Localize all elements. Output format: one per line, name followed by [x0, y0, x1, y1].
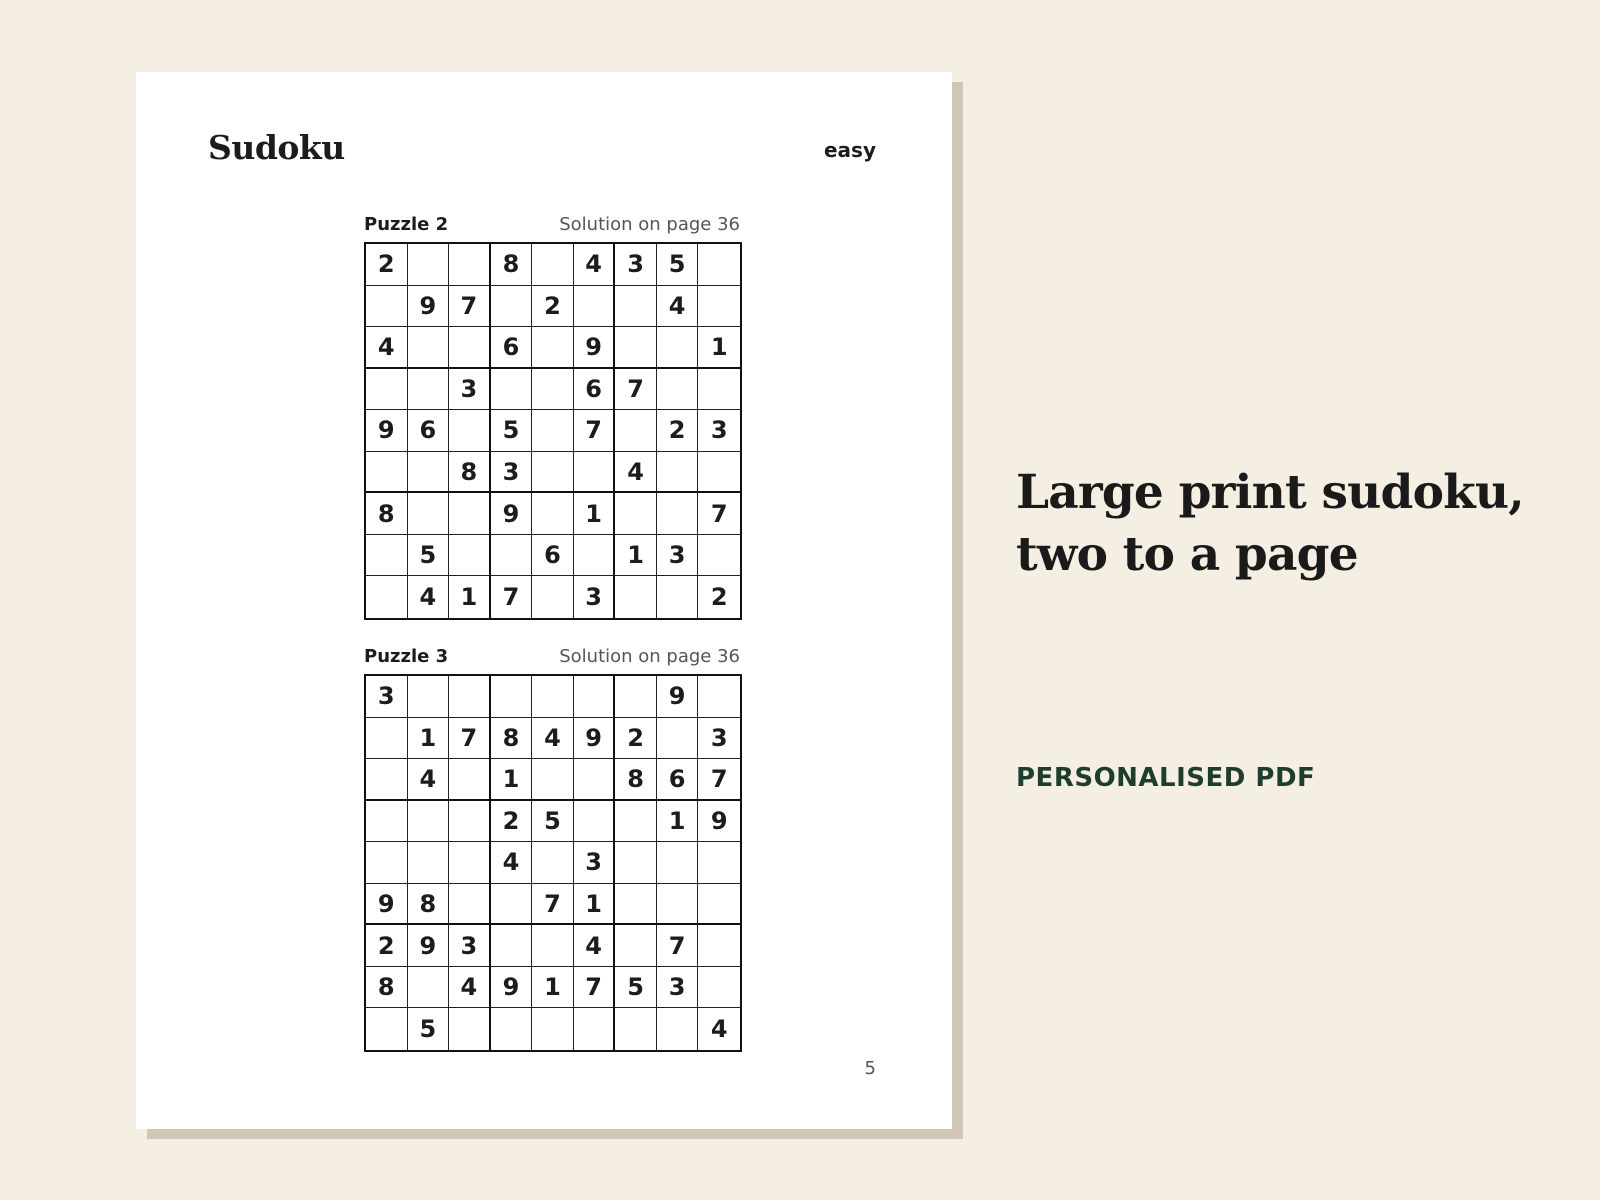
grid-cell: [408, 452, 450, 494]
puzzle-header: [364, 214, 740, 240]
grid-cell: [574, 286, 616, 328]
promo-tagline: PERSONALISED PDF: [1016, 763, 1316, 793]
grid-cell: [657, 718, 699, 760]
grid-cell: 5: [615, 967, 657, 1009]
grid-cell: [532, 925, 574, 967]
grid-cell: [408, 801, 450, 843]
grid-cell: [615, 327, 657, 369]
grid-cell: 2: [366, 925, 408, 967]
grid-cell: 4: [449, 967, 491, 1009]
grid-cell: [532, 576, 574, 618]
grid-cell: 6: [491, 327, 533, 369]
grid-cell: [532, 369, 574, 411]
grid-cell: 2: [657, 410, 699, 452]
grid-cell: 5: [408, 1008, 450, 1050]
grid-cell: [491, 925, 533, 967]
grid-cell: 9: [574, 327, 616, 369]
grid-cell: 4: [532, 718, 574, 760]
grid-cell: 2: [710, 583, 728, 612]
grid-cell: 7: [574, 410, 616, 452]
grid-cell: 5: [657, 244, 699, 286]
grid-cell: 3: [698, 718, 740, 760]
grid-cell: [408, 676, 450, 718]
grid-cell: 5: [532, 801, 574, 843]
grid-cell: 3: [449, 925, 491, 967]
grid-cell: [366, 286, 408, 328]
difficulty-label: easy: [823, 138, 876, 162]
grid-cell: 8: [408, 884, 450, 926]
grid-cell: [615, 676, 657, 718]
solution-note: Solution on page 36: [559, 214, 740, 235]
grid-cell: [449, 759, 491, 801]
page-number: 5: [864, 1058, 876, 1079]
grid-cell: [532, 759, 574, 801]
grid-cell: [615, 493, 657, 535]
grid-cell: 1: [449, 576, 491, 618]
grid-cell: [532, 676, 574, 718]
grid-cell: 2: [532, 286, 574, 328]
grid-cell: [449, 493, 491, 535]
grid-cell: [408, 369, 450, 411]
grid-cell: 1: [491, 759, 533, 801]
grid-cell: 9: [366, 410, 408, 452]
grid-cell: 9: [408, 925, 450, 967]
grid-cell: 6: [532, 535, 574, 577]
solution-note: Solution on page 36: [559, 646, 740, 667]
grid-cell: 7: [574, 967, 616, 1009]
grid-cell: [698, 925, 740, 967]
grid-cell: [449, 535, 491, 577]
grid-cell: 2: [615, 718, 657, 760]
grid-cell: 1: [698, 327, 740, 369]
grid-cell: [657, 452, 699, 494]
grid-cell: [657, 327, 699, 369]
grid-cell: [449, 884, 491, 926]
grid-cell: [574, 452, 616, 494]
grid-cell: [449, 1008, 491, 1050]
grid-cell: 3: [449, 369, 491, 411]
grid-cell: [449, 327, 491, 369]
grid-cell: [574, 759, 616, 801]
puzzle-label: Puzzle 3: [364, 646, 449, 667]
grid-cell: [657, 576, 699, 618]
grid-cell: [532, 452, 574, 494]
grid-cell: 3: [657, 535, 699, 577]
grid-cell: [491, 369, 533, 411]
grid-cell: 6: [574, 369, 616, 411]
grid-cell: [657, 842, 699, 884]
grid-cell: 9: [491, 493, 533, 535]
grid-cell: 9: [657, 676, 699, 718]
grid-cell: [532, 1008, 574, 1050]
grid-cell: [366, 801, 408, 843]
document-page: [136, 72, 952, 1129]
grid-cell: [449, 244, 491, 286]
grid-cell: [698, 967, 740, 1009]
grid-cell: [366, 1008, 408, 1050]
grid-cell: 1: [532, 967, 574, 1009]
grid-cell: 1: [574, 493, 616, 535]
grid-cell: [574, 801, 616, 843]
grid-cell: 3: [698, 410, 740, 452]
grid-cell: 4: [574, 925, 616, 967]
grid-cell: [408, 244, 450, 286]
grid-cell: 1: [615, 535, 657, 577]
grid-cell: [574, 535, 616, 577]
grid-cell: [615, 576, 657, 618]
grid-cell: [408, 967, 450, 1009]
puzzle-label: Puzzle 2: [364, 214, 449, 235]
grid-cell: 4: [615, 452, 657, 494]
grid-cell: 3: [657, 967, 699, 1009]
grid-cell: 9: [698, 801, 740, 843]
grid-cell: 1: [574, 884, 616, 926]
grid-cell: [698, 842, 740, 884]
grid-cell: 7: [698, 493, 740, 535]
grid-cell: [408, 493, 450, 535]
grid-cell: 4: [408, 759, 450, 801]
grid-cell: 7: [698, 759, 740, 801]
grid-cell: 4: [574, 244, 616, 286]
grid-cell: 4: [366, 327, 408, 369]
grid-cell: 7: [657, 925, 699, 967]
grid-cell: 4: [710, 1015, 728, 1044]
grid-cell: 9: [366, 884, 408, 926]
grid-cell: 3: [574, 576, 616, 618]
grid-cell: [532, 244, 574, 286]
grid-cell: [698, 286, 740, 328]
grid-cell: [366, 842, 408, 884]
grid-cell: [532, 842, 574, 884]
grid-cell: 4: [657, 286, 699, 328]
puzzle-header: [364, 646, 740, 672]
grid-cell: 4: [491, 842, 533, 884]
sudoku-grid: [364, 674, 742, 1052]
grid-cell: 8: [449, 452, 491, 494]
grid-cell: [408, 327, 450, 369]
sudoku-grid: [364, 242, 742, 620]
grid-cell: [408, 842, 450, 884]
grid-cell: [449, 410, 491, 452]
grid-cell: 9: [574, 718, 616, 760]
grid-cell: 8: [615, 759, 657, 801]
headline-line: Large print sudoku,: [1016, 465, 1524, 520]
grid-cell: [449, 676, 491, 718]
page-title: Sudoku: [208, 128, 345, 167]
grid-cell: 8: [491, 718, 533, 760]
grid-cell: [698, 369, 740, 411]
grid-cell: [615, 925, 657, 967]
puzzle-block: [364, 214, 740, 620]
grid-cell: [657, 884, 699, 926]
grid-cell: [366, 718, 408, 760]
grid-cell: [532, 410, 574, 452]
grid-cell: [366, 576, 408, 618]
grid-cell: 7: [491, 576, 533, 618]
grid-cell: [698, 452, 740, 494]
grid-cell: 5: [491, 410, 533, 452]
grid-cell: 9: [408, 286, 450, 328]
grid-cell: [491, 884, 533, 926]
grid-cell: [532, 493, 574, 535]
grid-cell: [449, 842, 491, 884]
grid-cell: 2: [366, 244, 408, 286]
grid-cell: [698, 535, 740, 577]
grid-cell: 3: [574, 842, 616, 884]
grid-cell: 9: [491, 967, 533, 1009]
grid-cell: [657, 493, 699, 535]
grid-cell: 4: [408, 576, 450, 618]
grid-cell: [449, 801, 491, 843]
grid-cell: 6: [408, 410, 450, 452]
grid-cell: 8: [491, 244, 533, 286]
grid-cell: 1: [408, 718, 450, 760]
grid-cell: 7: [449, 286, 491, 328]
grid-cell: [366, 452, 408, 494]
grid-cell: [491, 286, 533, 328]
headline-line: two to a page: [1016, 527, 1358, 582]
grid-cell: [615, 1008, 657, 1050]
grid-cell: 7: [532, 884, 574, 926]
grid-cell: 2: [491, 801, 533, 843]
grid-cell: [657, 1008, 699, 1050]
grid-cell: [615, 884, 657, 926]
grid-cell: 5: [408, 535, 450, 577]
grid-cell: [491, 1008, 533, 1050]
grid-cell: 8: [366, 493, 408, 535]
grid-cell: [615, 801, 657, 843]
grid-cell: [574, 676, 616, 718]
grid-cell: [657, 369, 699, 411]
grid-cell: 8: [366, 967, 408, 1009]
grid-cell: [491, 535, 533, 577]
grid-cell: [698, 884, 740, 926]
grid-cell: [491, 676, 533, 718]
grid-cell: [574, 1008, 616, 1050]
grid-cell: 3: [615, 244, 657, 286]
grid-cell: [366, 535, 408, 577]
promo-headline: [1016, 462, 1524, 586]
puzzle-block: [364, 646, 740, 1052]
grid-cell: [615, 842, 657, 884]
grid-cell: 3: [491, 452, 533, 494]
grid-cell: [698, 244, 740, 286]
grid-cell: 7: [615, 369, 657, 411]
grid-cell: [532, 327, 574, 369]
grid-cell: 1: [657, 801, 699, 843]
grid-cell: [366, 369, 408, 411]
grid-cell: [698, 676, 740, 718]
grid-cell: 3: [366, 676, 408, 718]
grid-cell: 7: [449, 718, 491, 760]
grid-cell: [615, 286, 657, 328]
grid-cell: [615, 410, 657, 452]
grid-cell: [366, 759, 408, 801]
grid-cell: 6: [657, 759, 699, 801]
